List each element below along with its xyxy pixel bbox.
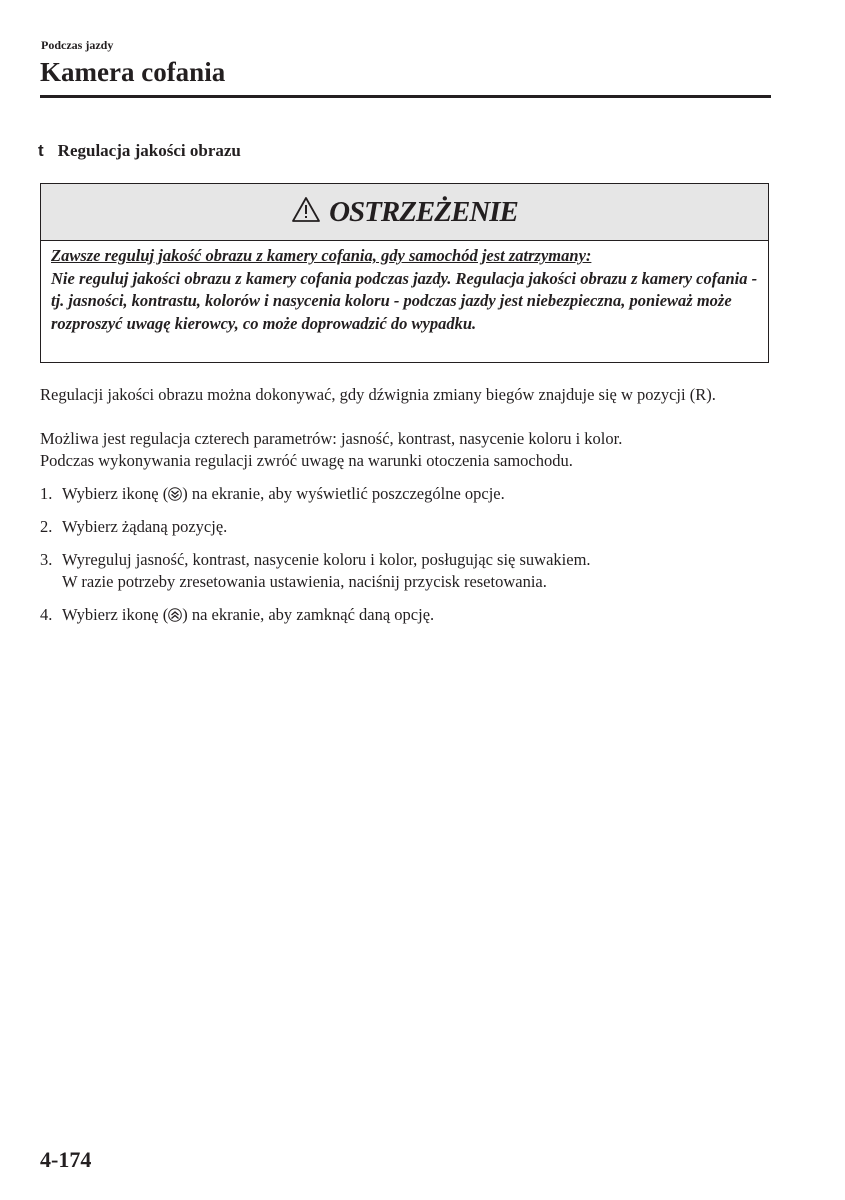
step-1 — [40, 483, 780, 507]
step-3 — [40, 549, 780, 593]
warning-body — [41, 241, 768, 335]
subsection-heading — [38, 141, 241, 161]
step-number: 3. — [40, 550, 53, 569]
step-number: 4. — [40, 605, 53, 624]
intro-paragraph-3: Podczas wykonywania regulacji zwróć uwagę na warunki otoczenia samochodu. — [40, 451, 573, 470]
warning-lead: Zawsze reguluj jakość obrazu z kamery cofania, gdy samochód jest zatrzymany: — [51, 246, 592, 265]
step-text-before: Wybierz ikonę ( — [62, 484, 169, 503]
step-text: Wyreguluj jasność, kontrast, nasycenie koloru i kolor, posługując się suwakiem. — [62, 550, 591, 569]
warning-triangle-icon — [291, 196, 321, 228]
subsection-title: Regulacja jakości obrazu — [57, 141, 241, 160]
intro-paragraph-1: Regulacji jakości obrazu można dokonywać, gdy dźwignia zmiany biegów znajduje się w pozycji (R). — [40, 385, 716, 404]
step-text-after: ) na ekranie, aby zamknąć daną opcję. — [182, 605, 435, 624]
step-continuation: W razie potrzeby zresetowania ustawienia, naciśnij przycisk resetowania. — [62, 572, 547, 591]
double-chevron-up-icon — [168, 606, 182, 628]
step-number: 2. — [40, 517, 53, 536]
double-chevron-down-icon — [168, 485, 182, 507]
warning-box — [40, 183, 769, 363]
title-rule — [40, 95, 771, 98]
step-number: 1. — [40, 484, 53, 503]
page-title: Kamera cofania — [40, 57, 226, 87]
step-4 — [40, 604, 780, 628]
section-label: Podczas jazdy — [41, 38, 114, 52]
step-text-after: ) na ekranie, aby wyświetlić poszczególne opcje. — [182, 484, 505, 503]
warning-title: OSTRZEŻENIE — [329, 195, 518, 228]
intro-paragraph-2: Możliwa jest regulacja czterech parametrów: jasność, kontrast, nasycenie koloru i kolor. — [40, 429, 623, 448]
step-text-before: Wybierz ikonę ( — [62, 605, 169, 624]
warning-header — [41, 184, 768, 241]
step-2 — [40, 516, 780, 538]
step-text: Wybierz żądaną pozycję. — [62, 517, 228, 536]
warning-text: Nie reguluj jakości obrazu z kamery cofania podczas jazdy. Regulacja jakości obrazu z kamery cofania - tj. jasności, kontrastu, kolorów i nasycenia koloru - podczas jazdy jest niebezpieczna, ponieważ może rozproszyć uwagę kierowcy, co może doprowadzić do wypadku. — [51, 268, 758, 333]
page-number: 4-174 — [40, 1147, 92, 1172]
subsection-bullet: t — [38, 141, 44, 160]
